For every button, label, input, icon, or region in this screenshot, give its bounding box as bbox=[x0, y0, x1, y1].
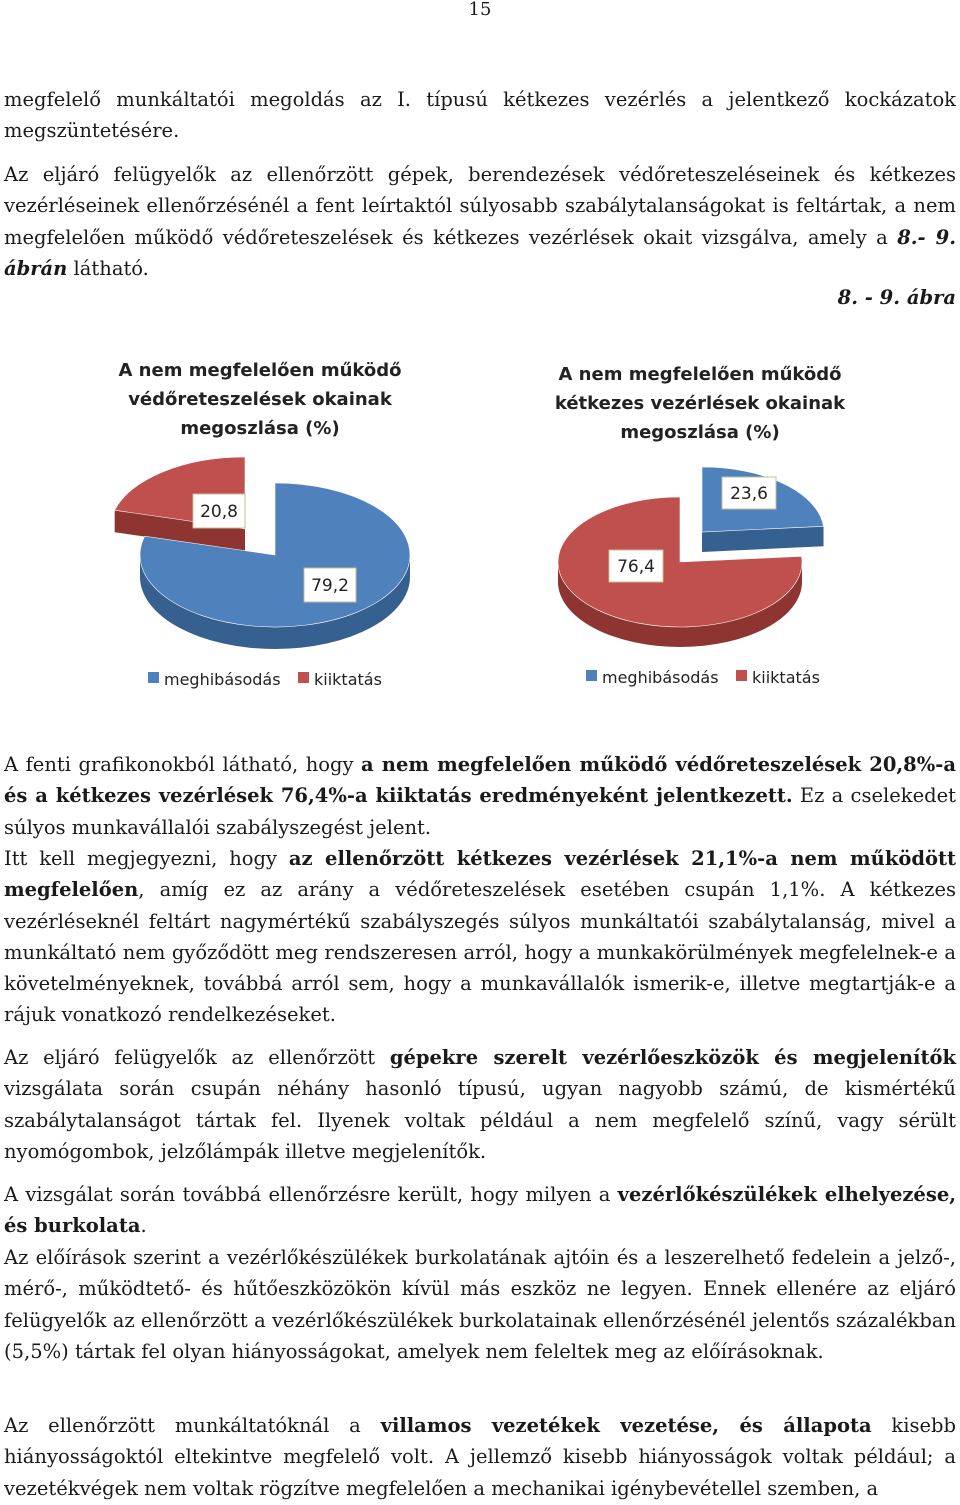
paragraph-8-bold: villamos vezetékek vezetése, és állapota bbox=[380, 1414, 872, 1437]
legend-swatch bbox=[298, 672, 309, 683]
figure-reference: 8. - 9. ábra bbox=[837, 286, 956, 309]
data-label: 23,6 bbox=[730, 484, 768, 504]
chart-2-title-line: megoszlása (%) bbox=[620, 422, 780, 443]
paragraph-3-bold: a nem megfelelően működő védőreteszelések 20,8%-a és a kétkezes vezérlések 76,4%-a kiiktatás eredményeként jelentkezett. bbox=[4, 753, 956, 808]
data-label: 20,8 bbox=[200, 502, 238, 522]
paragraph-5-text-a: Az eljáró felügyelők az ellenőrzött bbox=[4, 1046, 390, 1069]
paragraph-8-text-a: Az ellenőrzött munkáltatóknál a bbox=[4, 1414, 381, 1437]
chart-2-title-line: A nem megfelelően működő bbox=[558, 364, 842, 385]
legend-label: meghibásodás bbox=[164, 670, 281, 689]
paragraph-3 bbox=[4, 749, 956, 843]
legend-label: kiiktatás bbox=[314, 670, 382, 689]
paragraph-4-text-a: Itt kell megjegyezni, hogy bbox=[4, 847, 289, 870]
paragraph-7-text: Az előírások szerint a vezérlőkészülékek burkolatának ajtóin és a leszerelhető fedelein a jelző-, mérő-, működtető- és hűtőeszközökön kívül más eszköz ne legyen. Ennek ellenére az eljáró felügyelők az ellenőrzött a vezérlőkészülékek burkolatainak ellenőrzésénél jelentős százalékban (5,5%) tártak fel olyan hiányosságokat, amelyek nem feleltek meg az előírásoknak. bbox=[4, 1246, 956, 1363]
paragraph-8-text-b: kisebb hiányosságoktól eltekintve megfelelő volt. A jellemző kisebb hiányosságok voltak például; a vezetékvégek nem voltak rögzítve megfelelően a mechanikai igénybevétellel szemben, a bbox=[4, 1414, 956, 1500]
paragraph-4 bbox=[4, 843, 956, 1031]
paragraph-2-text-b: látható. bbox=[67, 256, 149, 280]
paragraph-5-text-b: vizsgálata során csupán néhány hasonló típusú, ugyan nagyobb számú, de kismértékű szabálytalanságot tártak fel. Ilyenek voltak például a nem megfelelő színű, vagy sérült nyomógombok, jelzőlámpák illetve megjelenítők. bbox=[4, 1077, 956, 1163]
paragraph-5 bbox=[4, 1042, 956, 1167]
paragraph-5-bold: gépekre szerelt vezérlőeszközök és megjelenítők bbox=[389, 1046, 956, 1069]
pie-chart-1 bbox=[115, 457, 410, 689]
pie-chart-2 bbox=[558, 467, 824, 687]
paragraph-4-bold: az ellenőrzött kétkezes vezérlések 21,1%-a nem működött megfelelően bbox=[4, 847, 956, 902]
paragraph-8 bbox=[4, 1410, 956, 1504]
data-label: 76,4 bbox=[617, 557, 655, 577]
legend-swatch bbox=[736, 670, 747, 681]
paragraph-6-text-a: A vizsgálat során továbbá ellenőrzésre került, hogy milyen a bbox=[4, 1183, 618, 1206]
paragraph-6-bold: vezérlőkészülékek elhelyezése, és burkolata bbox=[4, 1183, 957, 1238]
chart-2-title-line: kétkezes vezérlések okainak bbox=[554, 393, 846, 414]
paragraph-6 bbox=[4, 1179, 956, 1242]
pie-charts bbox=[0, 0, 960, 740]
paragraph-3-text-a: A fenti grafikonokból látható, hogy bbox=[4, 753, 362, 776]
paragraph-3-text-b: Ez a cselekedet súlyos munkavállalói szabályszegést jelent. bbox=[4, 784, 956, 839]
page-number: 15 bbox=[468, 0, 492, 20]
chart-1-title-line: megoszlása (%) bbox=[180, 418, 340, 439]
legend-swatch bbox=[586, 670, 597, 681]
legend-label: meghibásodás bbox=[602, 668, 719, 687]
figure-inline-reference: 8.- 9. ábrán bbox=[4, 225, 957, 280]
legend-swatch bbox=[148, 672, 159, 683]
paragraph-7 bbox=[4, 1242, 956, 1367]
legend-label: kiiktatás bbox=[752, 668, 820, 687]
paragraph-4-text-b: , amíg ez az arány a védőreteszelések esetében csupán 1,1%. A kétkezes vezérléseknél feltárt nagymértékű szabályszegés súlyos munkáltatói szabálytalanság, mivel a munkáltató nem győződött meg rendszeresen arról, hogy a munkakörülmények megfelelnek-e a követelményeknek, továbbá arról sem, hogy a munkavállalók ismerik-e, illetve megtartják-e a rájuk vonatkozó rendelkezéseket. bbox=[4, 878, 956, 1027]
paragraph-6-text-b: . bbox=[140, 1214, 147, 1238]
paragraph-2-text-a: Az eljáró felügyelők az ellenőrzött gépek, berendezések védőreteszeléseinek és kétkezes vezérléseinek ellenőrzésénél a fent leírtaktól súlyosabb szabálytalanságokat is feltártak, a nem megfelelően működő védőreteszelések és kétkezes vezérlések okait vizsgálva, amely a bbox=[4, 163, 956, 249]
chart-1-title-line: védőreteszelések okainak bbox=[128, 389, 392, 410]
data-label: 79,2 bbox=[311, 576, 349, 596]
paragraph-1-text: megfelelő munkáltatói megoldás az I. típusú kétkezes vezérlés a jelentkező kockázatok megszüntetésére. bbox=[4, 88, 956, 143]
chart-1-title-line: A nem megfelelően működő bbox=[118, 360, 402, 381]
